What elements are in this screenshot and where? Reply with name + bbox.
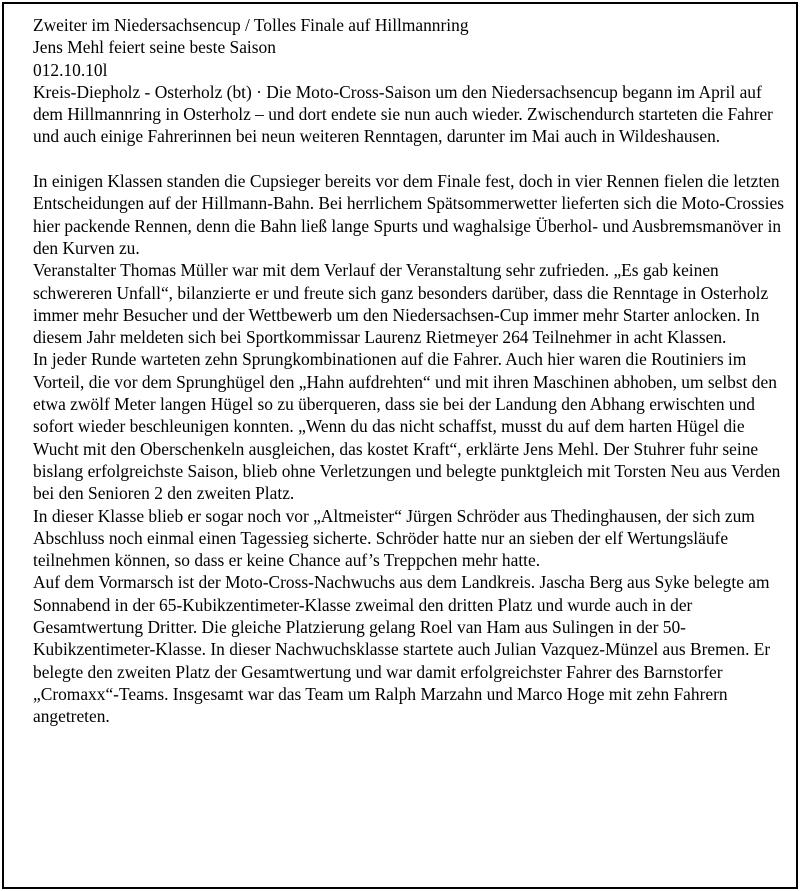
article-paragraph-intro: Kreis-Diepholz - Osterholz (bt) · Die Moto-Cross-Saison um den Niedersachsencup begann im April auf dem Hillmannring in Osterholz – und dort endete sie nun auch wieder. Zwischendurch starteten die Fahrer und auch einige Fahrerinnen bei neun weiteren Renntagen, darunter im Mai auch in Wildeshausen.	[33, 81, 773, 147]
article-body	[33, 14, 785, 728]
paragraph-spacer	[33, 148, 785, 170]
article-title: Zweiter im Niedersachsencup / Tolles Finale auf Hillmannring	[33, 15, 469, 35]
article-paragraph: In dieser Klasse blieb er sogar noch vor „Altmeister“ Jürgen Schröder aus Thedinghausen, der sich zum Abschluss noch einmal einen Tagessieg sicherte. Schröder hatte nur an sieben der elf Wertungsläufe teilnehmen können, so dass er keine Chance auf’s Treppchen mehr hatte.	[33, 505, 755, 571]
article-paragraph: Auf dem Vormarsch ist der Moto-Cross-Nachwuchs aus dem Landkreis. Jascha Berg aus Syke belegte am Sonnabend in der 65-Kubikzentimeter-Klasse zweimal den dritten Platz und wurde auch in der Gesamtwertung Dritter. Die gleiche Platzierung gelang Roel van Ham aus Sulingen in der 50-Kubikzentimeter-Klasse. In dieser Nachwuchsklasse startete auch Julian Vazquez-Münzel aus Bremen. Er belegte den zweiten Platz der Gesamtwertung und war damit erfolgreichster Fahrer des Barnstorfer „Cromaxx“-Teams. Insgesamt war das Team um Ralph Marzahn und Marco Hoge mit zehn Fahrern angetreten.	[33, 572, 771, 727]
article-paragraph: In einigen Klassen standen die Cupsieger bereits vor dem Finale fest, doch in vier Rennen fielen die letzten Entscheidungen auf der Hillmann-Bahn. Bei herrlichem Spätsommerwetter lieferten sich die Moto-Crossies hier packende Rennen, denn die Bahn ließ lange Spurts und waghalsige Überhol- und Ausbremsmanöver in den Kurven zu.	[33, 171, 784, 258]
article-date: 012.10.10l	[33, 59, 108, 80]
article-paragraph: In jeder Runde warteten zehn Sprungkombinationen auf die Fahrer. Auch hier waren die Routiniers im Vorteil, die vor dem Sprunghügel den „Hahn aufdrehten“ und mit ihren Maschinen abhoben, um selbst den etwa zwölf Meter langen Hügel so zu überqueren, dass sie bei der Landung den Abhang erwischten und sofort wieder beschleunigen konnten. „Wenn du das nicht schaffst, musst du auf dem harten Hügel die Wucht mit den Oberschenkeln ausgleichen, das kostet Kraft“, erklärte Jens Mehl. Der Stuhrer fuhr seine bislang erfolgreichste Saison, blieb ohne Verletzungen und belegte punktgleich mit Torsten Neu aus Verden bei den Senioren 2 den zweiten Platz.	[33, 349, 781, 504]
article-paragraph: Veranstalter Thomas Müller war mit dem Verlauf der Veranstaltung sehr zufrieden. „Es gab keinen schwereren Unfall“, bilanzierte er und freute sich ganz besonders darüber, dass die Renntage in Osterholz immer mehr Besucher und der Wettbewerb um den Niedersachsen-Cup immer mehr Starter anlocken. In diesem Jahr meldeten sich bei Sportkommissar Laurenz Rietmeyer 264 Teilnehmer in acht Klassen.	[33, 260, 769, 348]
article-subtitle: Jens Mehl feiert seine beste Saison	[33, 37, 276, 58]
article-frame	[2, 2, 798, 889]
